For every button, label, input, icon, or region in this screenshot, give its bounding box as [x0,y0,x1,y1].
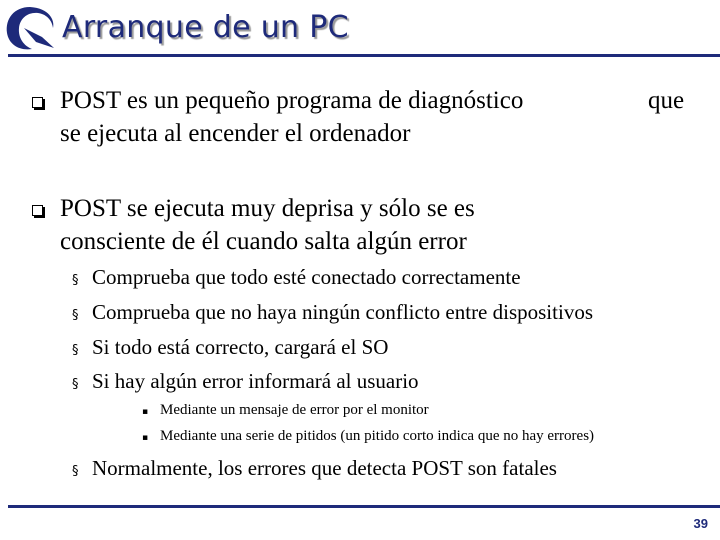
sub-item: Comprueba que no haya ningún conflicto entre dispositivos [92,300,593,324]
item2-line1: POST se ejecuta muy deprisa y sólo se es [60,195,475,222]
square-bullet-icon [32,97,43,108]
subsub-item: Mediante una serie de pitidos (un pitido corto indica que no hay errores) [160,428,595,444]
subsub-bullet-icon: ▪ [142,433,149,443]
page-number: 39 [693,516,708,531]
item1-line2: se ejecuta al encender el ordenador [60,120,411,147]
subsub-item: Mediante un mensaje de error por el monitor [160,402,429,418]
item1-line1: POST es un pequeño programa de diagnóstico [60,87,524,114]
slide-title: Arranque de un PC [62,10,349,45]
sub-bullet-icon: § [72,343,79,358]
footer-divider [8,505,720,508]
item2-line2: consciente de él cuando salta algún error [60,228,467,255]
sub-bullet-icon: § [72,464,79,479]
sub-bullet-icon: § [72,273,79,288]
item1-bullet [32,84,43,117]
logo-icon [2,2,60,54]
item2-bullet [32,192,43,225]
sub-bullet-icon: § [72,308,79,323]
subsub-bullet-icon: ▪ [142,407,149,417]
sub-item: Comprueba que todo esté conectado correctamente [92,265,521,289]
square-bullet-icon [32,205,43,216]
item1-line1-tail: que [648,87,685,114]
sub-bullet-icon: § [72,377,79,392]
sub-item: Si hay algún error informará al usuario [92,369,419,393]
title-divider [8,54,720,57]
sub-item: Si todo está correcto, cargará el SO [92,335,389,359]
sub-item-last: Normalmente, los errores que detecta POST son fatales [92,456,557,480]
